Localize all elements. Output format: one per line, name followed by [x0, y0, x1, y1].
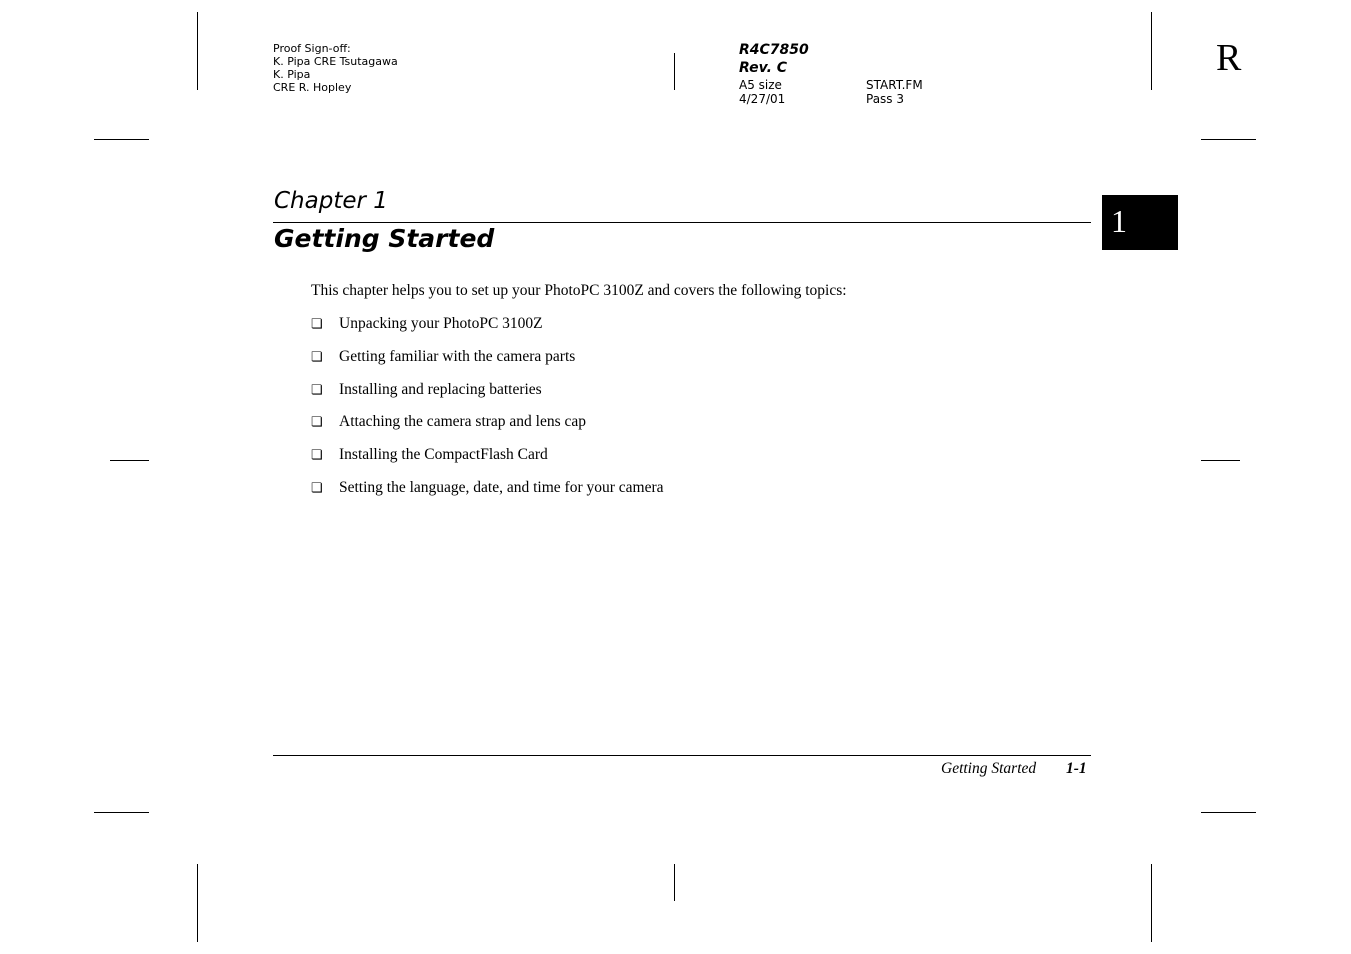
crop-mark-left-bottom: [94, 812, 149, 813]
proof-date-label: 4/27/01: [739, 92, 786, 106]
topic-list: [311, 314, 664, 511]
crop-mark-top-right: [1151, 12, 1152, 90]
checkbox-bullet-icon: ❏: [311, 414, 323, 430]
chapter-tab-number: 1: [1111, 203, 1127, 239]
proof-pass-label: Pass 3: [866, 92, 905, 106]
topic-text: Installing and replacing batteries: [339, 380, 542, 398]
checkbox-bullet-icon: ❏: [311, 479, 323, 495]
proof-signoff-line: CRE R. Hopley: [273, 81, 352, 94]
chapter-tab: [1102, 195, 1178, 250]
list-item: [311, 314, 664, 347]
list-item: [311, 380, 664, 413]
page-number: 1-1: [1066, 760, 1087, 777]
crop-mark-right-top: [1201, 139, 1256, 140]
topic-text: Setting the language, date, and time for your camera: [339, 478, 664, 496]
crop-mark-top-center: [674, 53, 675, 90]
crop-mark-right-middle: [1201, 460, 1240, 461]
intro-paragraph: This chapter helps you to set up your PhotoPC 3100Z and covers the following topics:: [311, 282, 847, 299]
list-item: [311, 347, 664, 380]
crop-mark-right-bottom: [1201, 812, 1256, 813]
checkbox-bullet-icon: ❏: [311, 316, 323, 331]
document-code: R4C7850: [739, 42, 809, 58]
proof-signoff-block: [273, 42, 398, 94]
list-item: [311, 478, 664, 511]
topic-text: Getting familiar with the camera parts: [339, 347, 576, 365]
list-item: [311, 412, 664, 445]
checkbox-bullet-icon: ❏: [311, 381, 323, 397]
chapter-label: Chapter 1: [274, 188, 388, 214]
proof-signoff-heading: Proof Sign-off:: [273, 42, 351, 55]
crop-mark-left-middle: [110, 460, 149, 461]
checkbox-bullet-icon: ❏: [311, 447, 323, 463]
footer-rule: [273, 755, 1091, 756]
proof-signoff-line: K. Pipa CRE Tsutagawa: [273, 55, 398, 68]
checkbox-bullet-icon: ❏: [311, 348, 323, 364]
page-side-letter: R: [1216, 37, 1242, 79]
crop-mark-left-top: [94, 139, 149, 140]
file-name-label: START.FM: [866, 78, 923, 92]
proof-signoff-line: K. Pipa: [273, 68, 311, 81]
topic-text: Installing the CompactFlash Card: [339, 446, 548, 464]
crop-mark-bottom-right: [1151, 864, 1152, 942]
chapter-title: Getting Started: [274, 224, 495, 253]
crop-mark-bottom-center: [674, 864, 675, 901]
crop-mark-bottom-left: [197, 864, 198, 942]
page-size-label: A5 size: [739, 78, 782, 92]
document-revision: Rev. C: [739, 60, 788, 76]
list-item: [311, 445, 664, 478]
topic-text: Attaching the camera strap and lens cap: [339, 413, 587, 431]
footer-section-title: Getting Started: [941, 760, 1037, 777]
document-code-block: [739, 41, 809, 77]
crop-mark-top-left: [197, 12, 198, 90]
topic-text: Unpacking your PhotoPC 3100Z: [339, 315, 543, 332]
